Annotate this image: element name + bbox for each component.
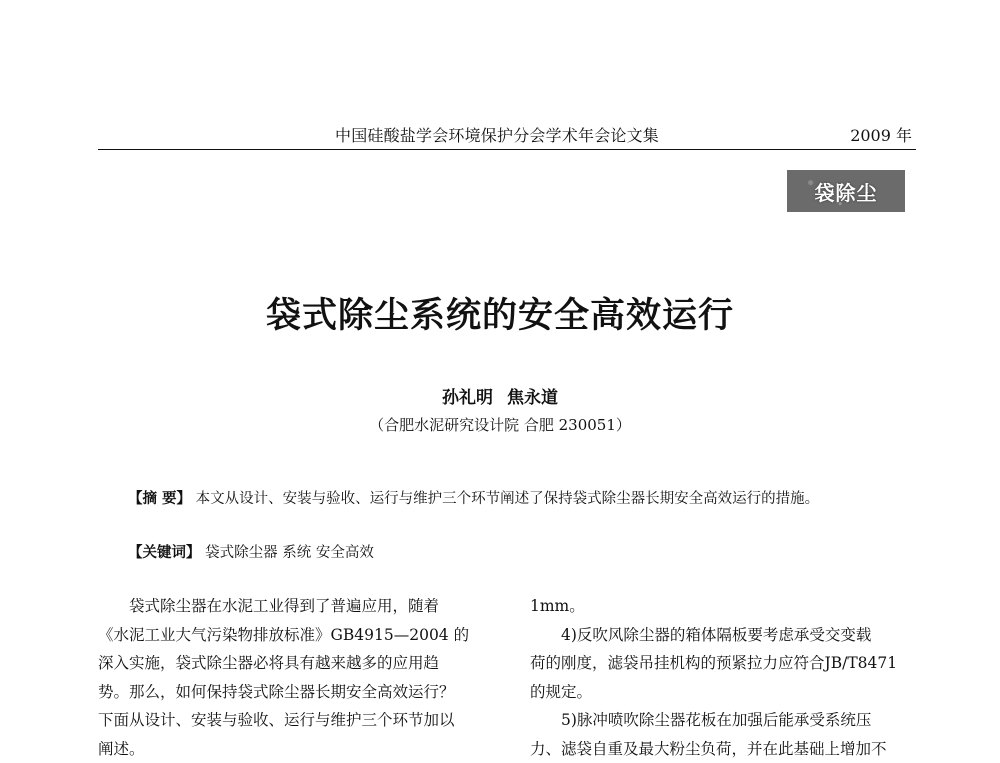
paper-title: 袋式除尘系统的安全高效运行 [0,288,1000,338]
body-line: 下面从设计、安装与验收、运行与维护三个环节加以 [98,706,490,735]
keywords [128,540,908,566]
header-year: 2009 年 [850,123,912,146]
affiliation: （合肥水泥研究设计院 合肥 230051） [0,414,1000,435]
body-line: 荷的刚度，滤袋吊挂机构的预紧拉力应符合JB/T8471 [530,649,918,678]
body-line: 1mm。 [530,592,918,621]
authors: 孙礼明 焦永道 [0,383,1000,408]
keywords-label: 【关键词】 [128,545,201,561]
body-line: 势。那么，如何保持袋式除尘器长期安全高效运行？ [98,678,490,707]
proceedings-title: 中国硅酸盐学会环境保护分会学术年会论文集 [335,123,659,146]
abstract-text: 本文从设计、安装与验收、运行与维护三个环节阐述了保持袋式除尘器长期安全高效运行的措施。 [196,491,820,507]
body-column-left [98,592,490,763]
body-line: 阐述。 [98,735,490,763]
body-line: 4)反吹风除尘器的箱体隔板要考虑承受交变载 [530,621,918,650]
body-line: 深入实施，袋式除尘器必将具有越来越多的应用趋 [98,649,490,678]
abstract-label: 【摘 要】 [128,491,191,507]
body-line: 《水泥工业大气污染物排放标准》GB4915—2004 的 [98,621,490,650]
body-line: 的规定。 [530,678,918,707]
body-line: 力、滤袋自重及最大粉尘负荷，并在此基础上增加不 [530,735,918,763]
section-tag [787,170,905,212]
keywords-text: 袋式除尘器 系统 安全高效 [205,545,374,561]
running-header [98,123,916,150]
body-line: 5)脉冲喷吹除尘器花板在加强后能承受系统压 [530,706,918,735]
body-line: 袋式除尘器在水泥工业得到了普遍应用，随着 [98,592,490,621]
section-tag-label: 袋除尘 [815,177,878,206]
abstract [98,486,916,512]
body-column-right [530,592,918,763]
